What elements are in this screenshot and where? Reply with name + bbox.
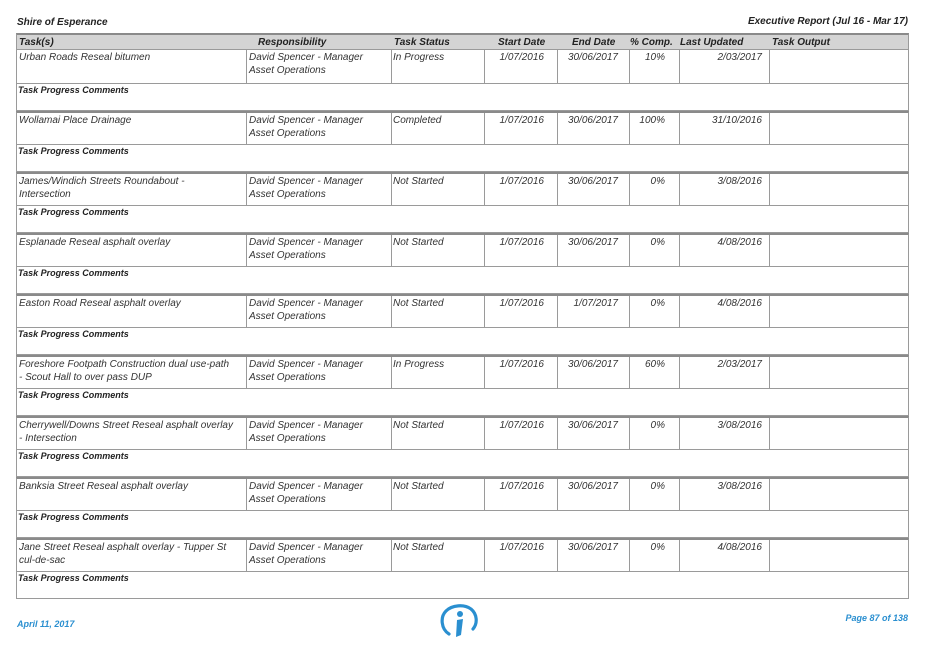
- start-date: 1/07/2016: [499, 298, 544, 309]
- task-progress-comments: [16, 83, 909, 111]
- task-row: [16, 294, 909, 327]
- end-date: 30/06/2017: [567, 115, 618, 126]
- task-name: Banksia Street Reseal asphalt overlay: [19, 481, 188, 492]
- task-status: Not Started: [393, 420, 444, 431]
- task-row: [16, 477, 909, 510]
- start-date: 1/07/2016: [499, 237, 544, 248]
- task-status: Not Started: [393, 481, 444, 492]
- start-date: 1/07/2016: [499, 115, 544, 126]
- end-date: 30/06/2017: [567, 359, 618, 370]
- responsibility: David Spencer - Manager Asset Operations: [249, 298, 363, 322]
- task-name: James/Windich Streets Roundabout - Intersection: [19, 176, 185, 200]
- start-date: 1/07/2016: [499, 359, 544, 370]
- task-progress-comments: [16, 571, 909, 599]
- percent-complete: 100%: [639, 115, 665, 126]
- task-name: Jane Street Reseal asphalt overlay - Tupper St cul-de-sac: [19, 542, 227, 566]
- page-number: Page 87 of 138: [845, 613, 908, 623]
- percent-complete: 0%: [650, 298, 665, 309]
- task-name: Foreshore Footpath Construction dual use-path - Scout Hall to over pass DUP: [19, 359, 230, 383]
- col-end-header: End Date: [572, 37, 616, 48]
- task-row: [16, 538, 909, 571]
- task-progress-comments-label: Task Progress Comments: [18, 146, 129, 156]
- end-date: 30/06/2017: [567, 420, 618, 431]
- responsibility: David Spencer - Manager Asset Operations: [249, 542, 363, 566]
- task-report-table: [16, 33, 909, 599]
- task-progress-comments-label: Task Progress Comments: [18, 512, 129, 522]
- report-title: Executive Report (Jul 16 - Mar 17): [747, 16, 908, 27]
- task-progress-comments: [16, 266, 909, 294]
- task-status: Not Started: [393, 542, 444, 553]
- last-updated: 2/03/2017: [717, 359, 762, 370]
- task-row: [16, 233, 909, 266]
- info-i-logo-icon: [440, 604, 478, 638]
- task-row: [16, 416, 909, 449]
- last-updated: 4/08/2016: [717, 298, 762, 309]
- start-date: 1/07/2016: [499, 481, 544, 492]
- last-updated: 2/03/2017: [717, 52, 762, 63]
- percent-complete: 0%: [650, 237, 665, 248]
- end-date: 30/06/2017: [567, 176, 618, 187]
- responsibility: David Spencer - Manager Asset Operations: [249, 115, 363, 139]
- task-status: In Progress: [393, 359, 445, 370]
- percent-complete: 0%: [650, 176, 665, 187]
- task-progress-comments-label: Task Progress Comments: [18, 390, 129, 400]
- task-name: Esplanade Reseal asphalt overlay: [19, 237, 171, 248]
- organisation-name: Shire of Esperance: [17, 17, 108, 28]
- start-date: 1/07/2016: [499, 52, 544, 63]
- last-updated: 3/08/2016: [717, 420, 762, 431]
- task-status: In Progress: [393, 52, 445, 63]
- task-status: Not Started: [393, 176, 444, 187]
- task-progress-comments-label: Task Progress Comments: [18, 268, 129, 278]
- start-date: 1/07/2016: [499, 542, 544, 553]
- end-date: 30/06/2017: [567, 52, 618, 63]
- task-status: Completed: [393, 115, 442, 126]
- percent-complete: 10%: [644, 52, 665, 63]
- end-date: 30/06/2017: [567, 481, 618, 492]
- col-updated-header: Last Updated: [680, 37, 744, 48]
- responsibility: David Spencer - Manager Asset Operations: [249, 359, 363, 383]
- col-task-header: Task(s): [19, 37, 54, 48]
- task-name: Wollamai Place Drainage: [19, 115, 132, 126]
- col-responsibility-header: Responsibility: [258, 37, 327, 48]
- start-date: 1/07/2016: [499, 176, 544, 187]
- task-status: Not Started: [393, 298, 444, 309]
- task-progress-comments-label: Task Progress Comments: [18, 85, 129, 95]
- last-updated: 4/08/2016: [717, 237, 762, 248]
- percent-complete: 0%: [650, 420, 665, 431]
- task-progress-comments: [16, 449, 909, 477]
- task-row: [16, 50, 909, 83]
- responsibility: David Spencer - Manager Asset Operations: [249, 176, 363, 200]
- task-progress-comments-label: Task Progress Comments: [18, 207, 129, 217]
- task-name: Cherrywell/Downs Street Reseal asphalt overlay - Intersection: [19, 420, 233, 444]
- last-updated: 3/08/2016: [717, 481, 762, 492]
- col-percent-header: % Comp.: [630, 37, 673, 48]
- task-row: [16, 172, 909, 205]
- column-header-row: [16, 33, 909, 50]
- task-progress-comments-label: Task Progress Comments: [18, 451, 129, 461]
- start-date: 1/07/2016: [499, 420, 544, 431]
- task-status: Not Started: [393, 237, 444, 248]
- task-row: [16, 355, 909, 388]
- responsibility: David Spencer - Manager Asset Operations: [249, 481, 363, 505]
- percent-complete: 0%: [650, 542, 665, 553]
- task-progress-comments: [16, 327, 909, 355]
- end-date: 30/06/2017: [567, 237, 618, 248]
- task-row: [16, 111, 909, 144]
- task-progress-comments: [16, 144, 909, 172]
- task-progress-comments-label: Task Progress Comments: [18, 573, 129, 583]
- responsibility: David Spencer - Manager Asset Operations: [249, 420, 363, 444]
- last-updated: 4/08/2016: [717, 542, 762, 553]
- task-progress-comments: [16, 388, 909, 416]
- task-progress-comments: [16, 205, 909, 233]
- last-updated: 3/08/2016: [717, 176, 762, 187]
- task-name: Urban Roads Reseal bitumen: [19, 52, 151, 63]
- responsibility: David Spencer - Manager Asset Operations: [249, 237, 363, 261]
- col-status-header: Task Status: [394, 37, 450, 48]
- task-progress-comments: [16, 510, 909, 538]
- col-output-header: Task Output: [772, 37, 830, 48]
- end-date: 1/07/2017: [573, 298, 618, 309]
- percent-complete: 60%: [644, 359, 665, 370]
- task-progress-comments-label: Task Progress Comments: [18, 329, 129, 339]
- col-start-header: Start Date: [498, 37, 546, 48]
- end-date: 30/06/2017: [567, 542, 618, 553]
- percent-complete: 0%: [650, 481, 665, 492]
- responsibility: David Spencer - Manager Asset Operations: [249, 52, 363, 76]
- last-updated: 31/10/2016: [711, 115, 762, 126]
- report-date: April 11, 2017: [17, 619, 75, 629]
- task-name: Easton Road Reseal asphalt overlay: [19, 298, 181, 309]
